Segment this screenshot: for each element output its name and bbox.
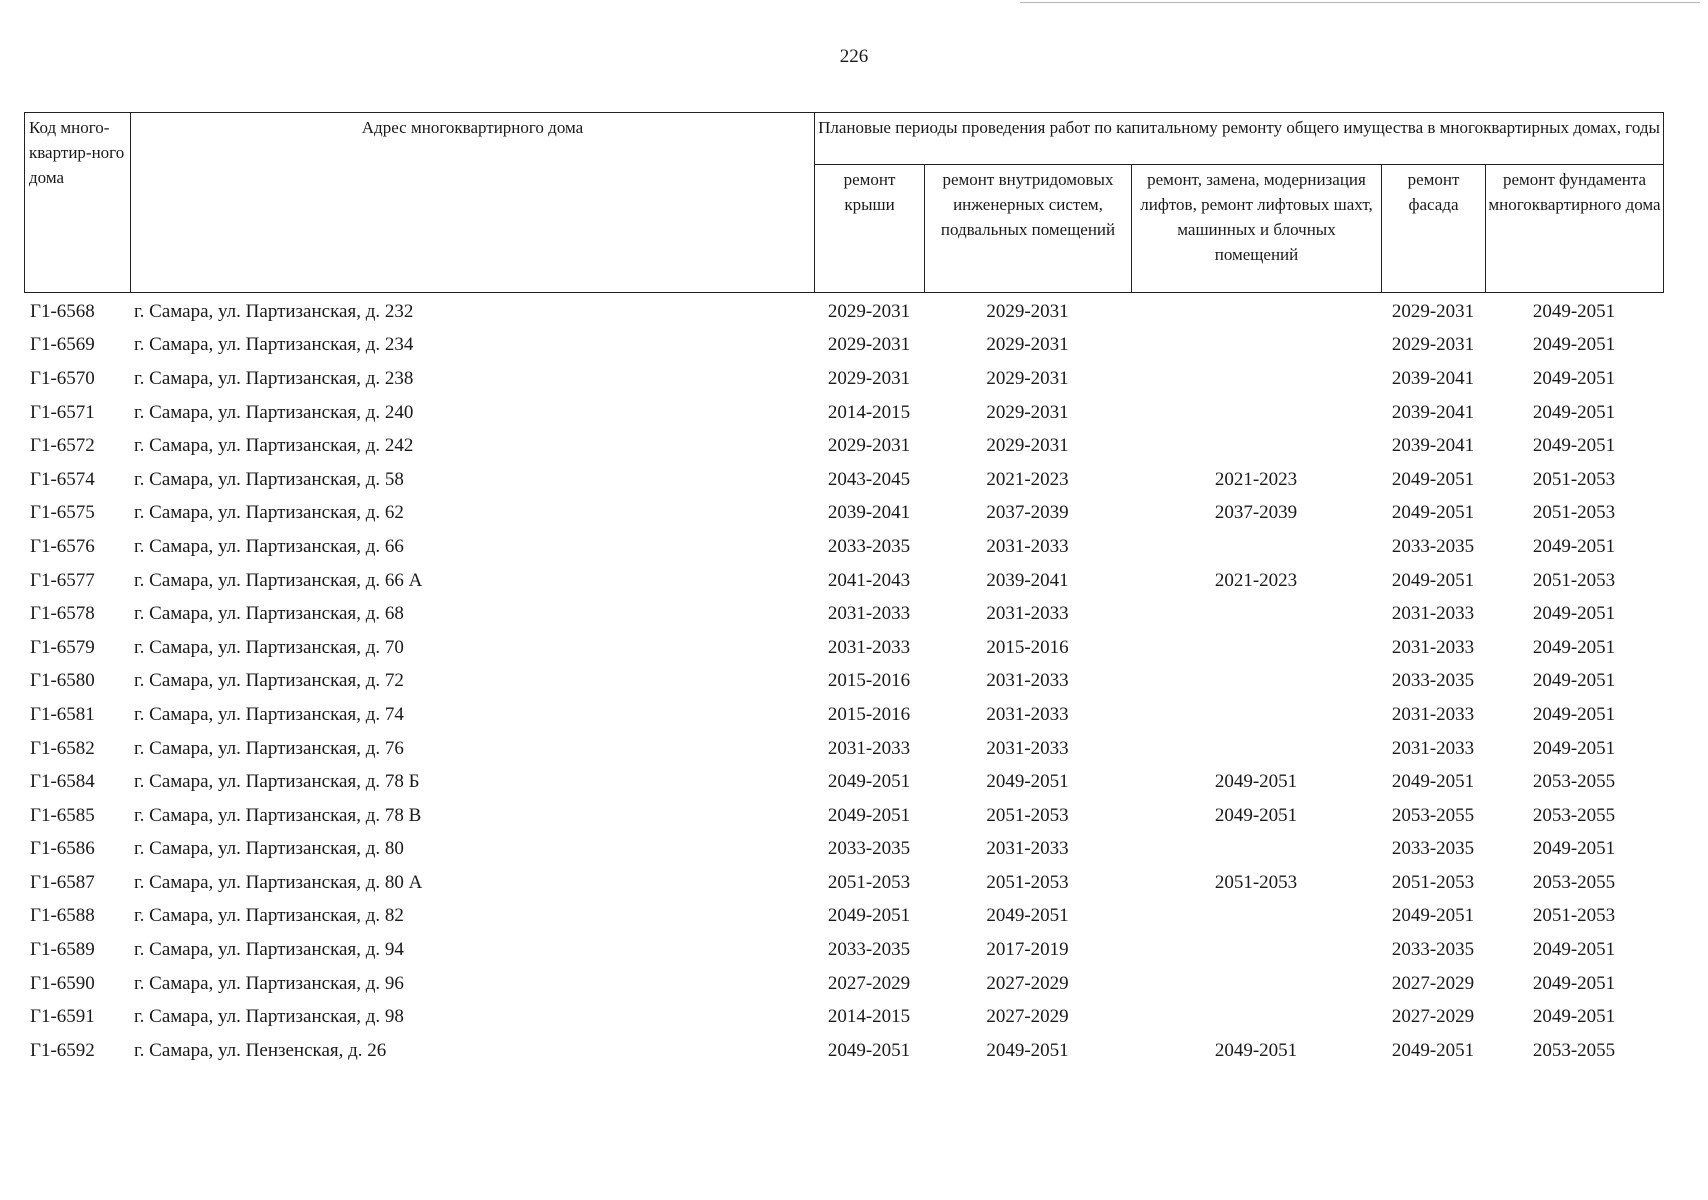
cell-engineering: 2027-2029 bbox=[986, 972, 1069, 994]
cell-roof: 2015-2016 bbox=[827, 703, 911, 725]
cell-address: г. Самара, ул. Партизанская, д. 62 bbox=[134, 502, 404, 524]
table-body bbox=[24, 295, 1663, 1068]
cell-roof: 2041-2043 bbox=[827, 569, 911, 591]
cell-foundation: 2051-2053 bbox=[1532, 502, 1616, 524]
cell-engineering: 2051-2053 bbox=[986, 871, 1069, 893]
cell-lifts bbox=[1131, 698, 1381, 732]
cell-roof: 2049-2051 bbox=[827, 804, 911, 826]
cell-roof: 2015-2016 bbox=[827, 670, 911, 692]
header-facade: ремонт фасада bbox=[1382, 165, 1486, 293]
cell-facade: 2027-2029 bbox=[1391, 1006, 1475, 1028]
cell-code: Г1-6589 bbox=[30, 939, 95, 961]
table-row bbox=[24, 463, 1663, 497]
table-row bbox=[24, 564, 1663, 598]
cell-foundation: 2049-2051 bbox=[1532, 1006, 1616, 1028]
cell-code: Г1-6575 bbox=[30, 502, 95, 524]
cell-roof: 2031-2033 bbox=[827, 737, 911, 759]
cell-engineering: 2029-2031 bbox=[986, 300, 1069, 322]
table-row bbox=[24, 497, 1663, 531]
cell-facade: 2049-2051 bbox=[1391, 905, 1475, 927]
cell-foundation: 2049-2051 bbox=[1532, 435, 1616, 457]
cell-lifts: 2051-2053 bbox=[1214, 871, 1298, 893]
cell-lifts bbox=[1131, 1000, 1381, 1034]
cell-roof: 2039-2041 bbox=[827, 502, 911, 524]
table-header bbox=[24, 112, 1664, 293]
cell-code: Г1-6569 bbox=[30, 334, 95, 356]
cell-foundation: 2049-2051 bbox=[1532, 737, 1616, 759]
cell-address: г. Самара, ул. Пензенская, д. 26 bbox=[134, 1039, 387, 1061]
cell-lifts bbox=[1131, 362, 1381, 396]
cell-address: г. Самара, ул. Партизанская, д. 242 bbox=[134, 435, 414, 457]
cell-lifts bbox=[1131, 530, 1381, 564]
cell-address: г. Самара, ул. Партизанская, д. 68 bbox=[134, 603, 404, 625]
cell-foundation: 2051-2053 bbox=[1532, 468, 1616, 490]
header-foundation: ремонт фундамента многоквартирного дома bbox=[1486, 165, 1664, 293]
cell-address: г. Самара, ул. Партизанская, д. 80 bbox=[134, 838, 404, 860]
cell-address: г. Самара, ул. Партизанская, д. 78 Б bbox=[134, 771, 420, 793]
cell-roof: 2033-2035 bbox=[827, 838, 911, 860]
cell-code: Г1-6584 bbox=[30, 771, 95, 793]
cell-engineering: 2029-2031 bbox=[986, 435, 1069, 457]
cell-code: Г1-6576 bbox=[30, 535, 95, 557]
cell-facade: 2033-2035 bbox=[1391, 535, 1475, 557]
cell-lifts bbox=[1131, 665, 1381, 699]
cell-engineering: 2029-2031 bbox=[986, 401, 1069, 423]
cell-code: Г1-6591 bbox=[30, 1006, 95, 1028]
table-row bbox=[24, 765, 1663, 799]
table-row bbox=[24, 329, 1663, 363]
cell-engineering: 2029-2031 bbox=[986, 334, 1069, 356]
cell-address: г. Самара, ул. Партизанская, д. 58 bbox=[134, 468, 404, 490]
cell-address: г. Самара, ул. Партизанская, д. 80 А bbox=[134, 871, 423, 893]
header-engineering: ремонт внутридомовых инженерных систем, подвальных помещений bbox=[925, 165, 1132, 293]
cell-foundation: 2049-2051 bbox=[1532, 367, 1616, 389]
cell-lifts: 2049-2051 bbox=[1214, 1039, 1298, 1061]
cell-code: Г1-6568 bbox=[30, 300, 95, 322]
header-code: Код много-квартир-ного дома bbox=[25, 113, 131, 293]
table-row bbox=[24, 362, 1663, 396]
cell-foundation: 2049-2051 bbox=[1532, 670, 1616, 692]
table-row bbox=[24, 396, 1663, 430]
header-lifts: ремонт, замена, модернизация лифтов, ремонт лифтовых шахт, машинных и блочных помещений bbox=[1132, 165, 1382, 293]
cell-address: г. Самара, ул. Партизанская, д. 96 bbox=[134, 972, 404, 994]
cell-lifts bbox=[1131, 732, 1381, 766]
cell-foundation: 2049-2051 bbox=[1532, 972, 1616, 994]
cell-engineering: 2021-2023 bbox=[986, 468, 1069, 490]
cell-foundation: 2049-2051 bbox=[1532, 300, 1616, 322]
cell-engineering: 2049-2051 bbox=[986, 905, 1069, 927]
table-row bbox=[24, 597, 1663, 631]
cell-code: Г1-6574 bbox=[30, 468, 95, 490]
cell-code: Г1-6578 bbox=[30, 603, 95, 625]
cell-code: Г1-6585 bbox=[30, 804, 95, 826]
cell-code: Г1-6581 bbox=[30, 703, 95, 725]
cell-engineering: 2031-2033 bbox=[986, 535, 1069, 557]
table-row bbox=[24, 866, 1663, 900]
cell-roof: 2049-2051 bbox=[827, 771, 911, 793]
cell-foundation: 2051-2053 bbox=[1532, 905, 1616, 927]
cell-roof: 2029-2031 bbox=[827, 300, 911, 322]
page-number: 226 bbox=[839, 46, 869, 67]
cell-engineering: 2017-2019 bbox=[986, 939, 1069, 961]
cell-foundation: 2053-2055 bbox=[1532, 771, 1616, 793]
cell-code: Г1-6587 bbox=[30, 871, 95, 893]
cell-engineering: 2037-2039 bbox=[986, 502, 1069, 524]
cell-code: Г1-6590 bbox=[30, 972, 95, 994]
cell-lifts bbox=[1131, 396, 1381, 430]
cell-roof: 2049-2051 bbox=[827, 905, 911, 927]
cell-roof: 2029-2031 bbox=[827, 334, 911, 356]
cell-lifts bbox=[1131, 967, 1381, 1001]
table-row bbox=[24, 833, 1663, 867]
cell-roof: 2029-2031 bbox=[827, 367, 911, 389]
cell-facade: 2033-2035 bbox=[1391, 670, 1475, 692]
cell-address: г. Самара, ул. Партизанская, д. 82 bbox=[134, 905, 404, 927]
cell-facade: 2049-2051 bbox=[1391, 502, 1475, 524]
cell-facade: 2039-2041 bbox=[1391, 367, 1475, 389]
cell-facade: 2031-2033 bbox=[1391, 603, 1475, 625]
cell-code: Г1-6582 bbox=[30, 737, 95, 759]
cell-roof: 2014-2015 bbox=[827, 401, 911, 423]
cell-address: г. Самара, ул. Партизанская, д. 70 bbox=[134, 636, 404, 658]
table-row bbox=[24, 732, 1663, 766]
cell-foundation: 2049-2051 bbox=[1532, 838, 1616, 860]
cell-lifts: 2037-2039 bbox=[1214, 502, 1298, 524]
cell-facade: 2049-2051 bbox=[1391, 569, 1475, 591]
cell-address: г. Самара, ул. Партизанская, д. 238 bbox=[134, 367, 414, 389]
cell-lifts bbox=[1131, 597, 1381, 631]
cell-foundation: 2051-2053 bbox=[1532, 569, 1616, 591]
cell-lifts bbox=[1131, 429, 1381, 463]
table-row bbox=[24, 967, 1663, 1001]
table-row bbox=[24, 698, 1663, 732]
table-row bbox=[24, 799, 1663, 833]
cell-foundation: 2049-2051 bbox=[1532, 603, 1616, 625]
cell-engineering: 2031-2033 bbox=[986, 703, 1069, 725]
cell-facade: 2049-2051 bbox=[1391, 1039, 1475, 1061]
cell-roof: 2027-2029 bbox=[827, 972, 911, 994]
cell-lifts bbox=[1131, 833, 1381, 867]
cell-engineering: 2031-2033 bbox=[986, 603, 1069, 625]
cell-code: Г1-6588 bbox=[30, 905, 95, 927]
cell-facade: 2053-2055 bbox=[1391, 804, 1475, 826]
cell-code: Г1-6572 bbox=[30, 435, 95, 457]
cell-facade: 2033-2035 bbox=[1391, 939, 1475, 961]
cell-facade: 2029-2031 bbox=[1391, 334, 1475, 356]
cell-facade: 2031-2033 bbox=[1391, 636, 1475, 658]
cell-roof: 2031-2033 bbox=[827, 603, 911, 625]
cell-facade: 2049-2051 bbox=[1391, 771, 1475, 793]
cell-facade: 2029-2031 bbox=[1391, 300, 1475, 322]
cell-roof: 2033-2035 bbox=[827, 535, 911, 557]
cell-address: г. Самара, ул. Партизанская, д. 72 bbox=[134, 670, 404, 692]
cell-roof: 2031-2033 bbox=[827, 636, 911, 658]
cell-code: Г1-6571 bbox=[30, 401, 95, 423]
cell-engineering: 2049-2051 bbox=[986, 771, 1069, 793]
cell-engineering: 2051-2053 bbox=[986, 804, 1069, 826]
table-row bbox=[24, 429, 1663, 463]
cell-engineering: 2031-2033 bbox=[986, 838, 1069, 860]
cell-facade: 2027-2029 bbox=[1391, 972, 1475, 994]
cell-code: Г1-6580 bbox=[30, 670, 95, 692]
cell-code: Г1-6592 bbox=[30, 1039, 95, 1061]
cell-lifts bbox=[1131, 900, 1381, 934]
table-row bbox=[24, 295, 1663, 329]
cell-engineering: 2039-2041 bbox=[986, 569, 1069, 591]
cell-facade: 2051-2053 bbox=[1391, 871, 1475, 893]
cell-lifts bbox=[1131, 329, 1381, 363]
cell-address: г. Самара, ул. Партизанская, д. 240 bbox=[134, 401, 414, 423]
cell-foundation: 2053-2055 bbox=[1532, 871, 1616, 893]
cell-lifts bbox=[1131, 295, 1381, 329]
cell-facade: 2031-2033 bbox=[1391, 737, 1475, 759]
cell-code: Г1-6579 bbox=[30, 636, 95, 658]
data-table bbox=[24, 295, 1663, 1068]
cell-foundation: 2049-2051 bbox=[1532, 334, 1616, 356]
cell-foundation: 2049-2051 bbox=[1532, 939, 1616, 961]
table-row bbox=[24, 665, 1663, 699]
header-periods: Плановые периоды проведения работ по капитальному ремонту общего имущества в многоквартирных домах, годы bbox=[815, 113, 1664, 165]
cell-code: Г1-6586 bbox=[30, 838, 95, 860]
cell-roof: 2043-2045 bbox=[827, 468, 911, 490]
cell-facade: 2039-2041 bbox=[1391, 435, 1475, 457]
cell-lifts: 2049-2051 bbox=[1214, 771, 1298, 793]
header-address: Адрес многоквартирного дома bbox=[131, 113, 815, 293]
cell-roof: 2049-2051 bbox=[827, 1039, 911, 1061]
cell-address: г. Самара, ул. Партизанская, д. 78 В bbox=[134, 804, 422, 826]
cell-address: г. Самара, ул. Партизанская, д. 232 bbox=[134, 300, 414, 322]
table-row bbox=[24, 900, 1663, 934]
cell-engineering: 2015-2016 bbox=[986, 636, 1069, 658]
cell-facade: 2039-2041 bbox=[1391, 401, 1475, 423]
cell-foundation: 2053-2055 bbox=[1532, 804, 1616, 826]
cell-facade: 2031-2033 bbox=[1391, 703, 1475, 725]
cell-facade: 2033-2035 bbox=[1391, 838, 1475, 860]
cell-engineering: 2029-2031 bbox=[986, 367, 1069, 389]
cell-engineering: 2031-2033 bbox=[986, 670, 1069, 692]
cell-address: г. Самара, ул. Партизанская, д. 76 bbox=[134, 737, 404, 759]
scan-artifact-line bbox=[1020, 2, 1700, 3]
cell-address: г. Самара, ул. Партизанская, д. 98 bbox=[134, 1006, 404, 1028]
header-roof: ремонт крыши bbox=[815, 165, 925, 293]
cell-foundation: 2049-2051 bbox=[1532, 401, 1616, 423]
cell-foundation: 2049-2051 bbox=[1532, 535, 1616, 557]
cell-roof: 2014-2015 bbox=[827, 1006, 911, 1028]
cell-roof: 2033-2035 bbox=[827, 939, 911, 961]
cell-address: г. Самара, ул. Партизанская, д. 234 bbox=[134, 334, 414, 356]
cell-facade: 2049-2051 bbox=[1391, 468, 1475, 490]
table-row bbox=[24, 933, 1663, 967]
cell-roof: 2051-2053 bbox=[827, 871, 911, 893]
cell-lifts bbox=[1131, 933, 1381, 967]
table-row bbox=[24, 1034, 1663, 1068]
cell-roof: 2029-2031 bbox=[827, 435, 911, 457]
table-row bbox=[24, 530, 1663, 564]
cell-foundation: 2049-2051 bbox=[1532, 636, 1616, 658]
cell-lifts bbox=[1131, 631, 1381, 665]
cell-address: г. Самара, ул. Партизанская, д. 74 bbox=[134, 703, 404, 725]
cell-engineering: 2049-2051 bbox=[986, 1039, 1069, 1061]
table-row bbox=[24, 631, 1663, 665]
cell-foundation: 2049-2051 bbox=[1532, 703, 1616, 725]
cell-address: г. Самара, ул. Партизанская, д. 66 bbox=[134, 535, 404, 557]
cell-engineering: 2027-2029 bbox=[986, 1006, 1069, 1028]
cell-address: г. Самара, ул. Партизанская, д. 66 А bbox=[134, 569, 423, 591]
cell-code: Г1-6577 bbox=[30, 569, 95, 591]
cell-engineering: 2031-2033 bbox=[986, 737, 1069, 759]
cell-lifts: 2021-2023 bbox=[1214, 468, 1298, 490]
cell-lifts: 2021-2023 bbox=[1214, 569, 1298, 591]
cell-code: Г1-6570 bbox=[30, 367, 95, 389]
cell-address: г. Самара, ул. Партизанская, д. 94 bbox=[134, 939, 404, 961]
cell-lifts: 2049-2051 bbox=[1214, 804, 1298, 826]
cell-foundation: 2053-2055 bbox=[1532, 1039, 1616, 1061]
table-row bbox=[24, 1000, 1663, 1034]
